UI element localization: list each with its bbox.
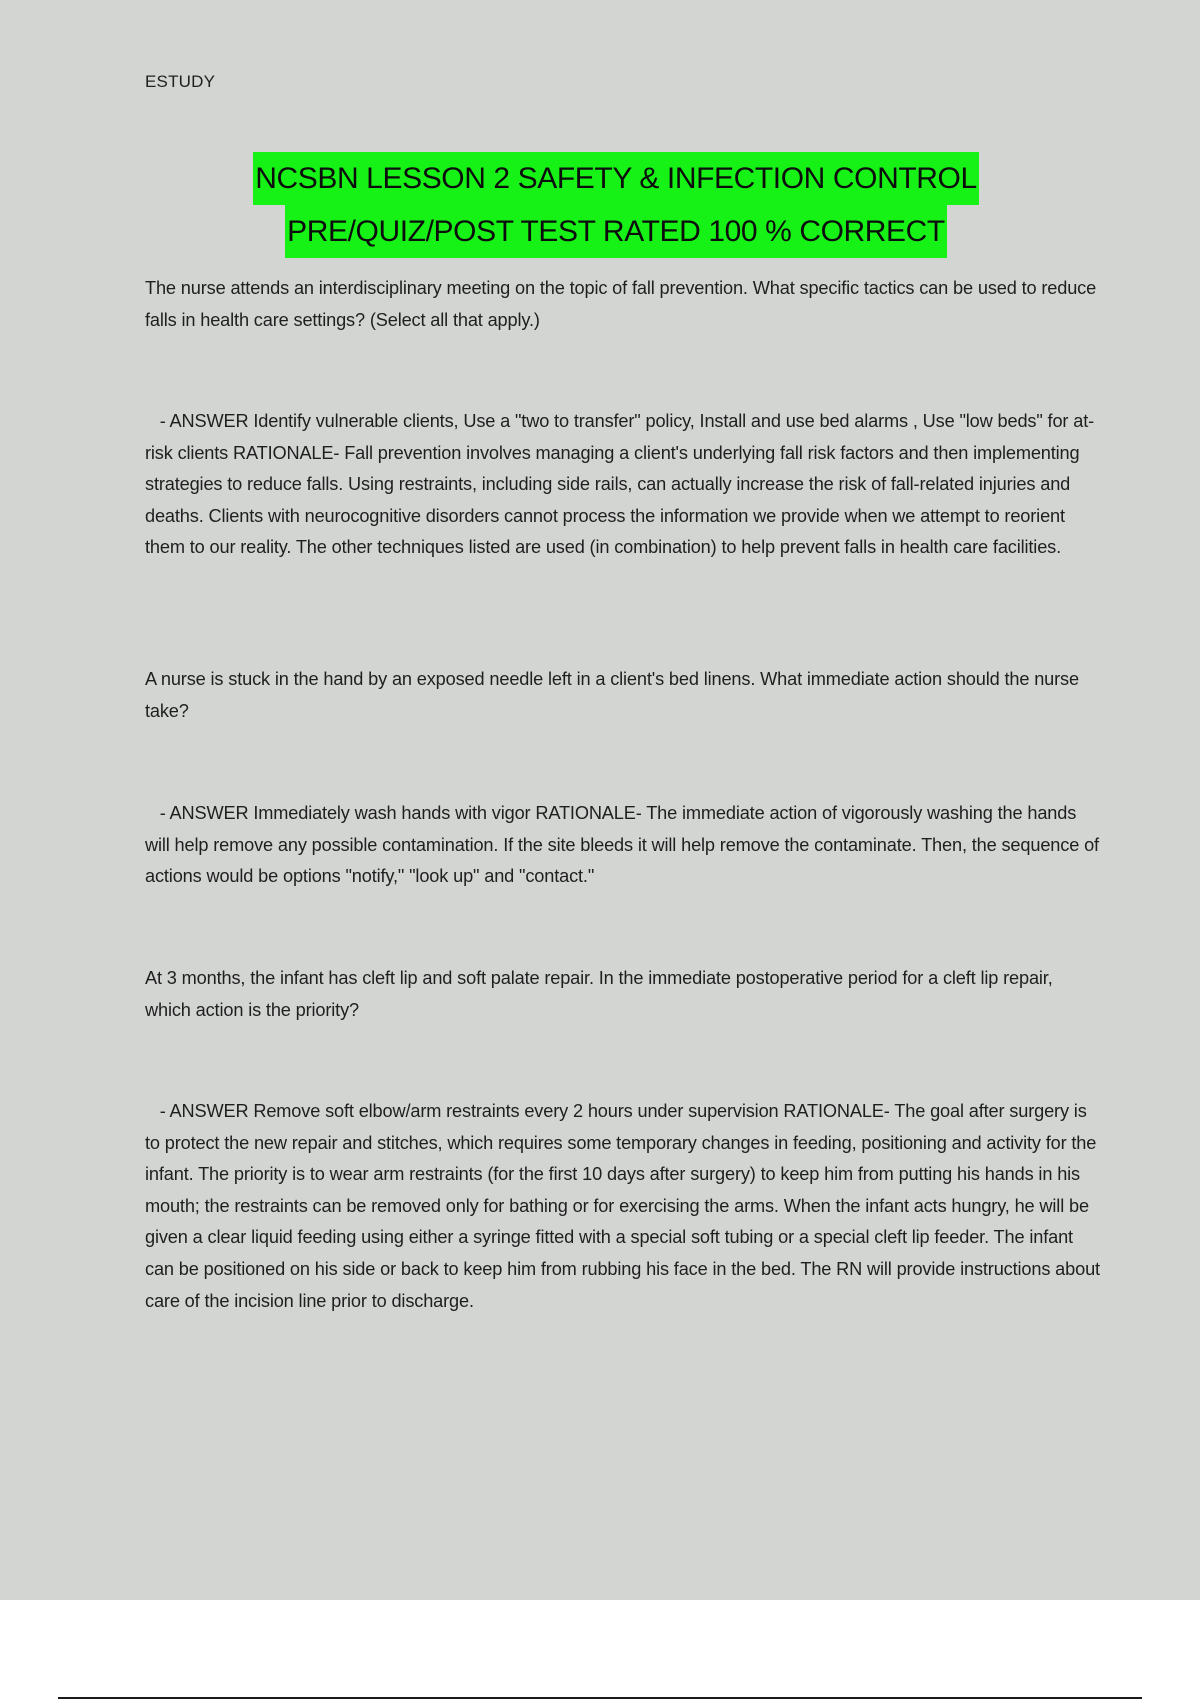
question-3: At 3 months, the infant has cleft lip and soft palate repair. In the immediate postoperative period for a cleft lip repair, which action is the priority? <box>145 968 1053 1020</box>
question-2: A nurse is stuck in the hand by an exposed needle left in a client's bed linens. What immediate action should the nurse take? <box>145 669 1079 721</box>
title-line-1: NCSBN LESSON 2 SAFETY & INFECTION CONTROL <box>253 152 979 205</box>
title-line-2: PRE/QUIZ/POST TEST RATED 100 % CORRECT <box>285 205 947 258</box>
footer-divider <box>58 1697 1142 1699</box>
answer-1: - ANSWER Identify vulnerable clients, Use a "two to transfer" policy, Install and use bed alarms , Use "low beds" for at-risk clients RATIONALE- Fall prevention involves managing a client's underlying fall risk factors and then implementing strategies to reduce falls. Using restraints, including side rails, can actually increase the risk of fall-related injuries and deaths. Clients with neurocognitive disorders cannot process the information we provide when we attempt to reorient them to our reality. The other techniques listed are used (in combination) to help prevent falls in health care facilities. <box>145 411 1095 558</box>
question-1: The nurse attends an interdisciplinary meeting on the topic of fall prevention. What specific tactics can be used to reduce falls in health care settings? (Select all that apply.) <box>145 278 1097 330</box>
answer-2: - ANSWER Immediately wash hands with vigor RATIONALE- The immediate action of vigorously washing the hands will help remove any possible contamination. If the site bleeds it will help remove the contaminate. Then, the sequence of actions would be options "notify," "look up" and "contact." <box>145 803 1104 887</box>
header-label: ESTUDY <box>145 72 216 91</box>
answer-3: - ANSWER Remove soft elbow/arm restraints every 2 hours under supervision RATIONALE- The goal after surgery is to protect the new repair and stitches, which requires some temporary changes in feeding, positioning and activity for the infant. The priority is to wear arm restraints (for the first 10 days after surgery) to keep him from putting his hands in his mouth; the restraints can be removed only for bathing or for exercising the arms. When the infant acts hungry, he will be given a clear liquid feeding using either a syringe fitted with a special soft tubing or a special cleft lip feeder. The infant can be positioned on his side or back to keep him from rubbing his face in the bed. The RN will provide instructions about care of the incision line prior to discharge. <box>145 1101 1105 1311</box>
document-title <box>145 152 1087 258</box>
